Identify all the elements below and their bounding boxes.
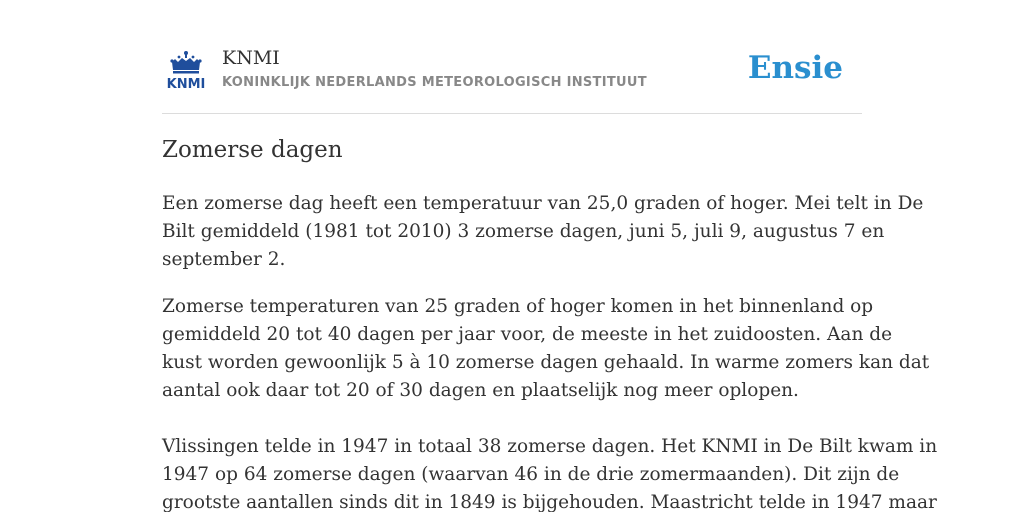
org-name[interactable]: KNMI	[222, 47, 280, 69]
site-header	[162, 40, 862, 114]
paragraph-line: Vlissingen telde in 1947 in totaal 38 zomerse dagen. Het KNMI in De Bilt kwam in	[162, 436, 938, 457]
paragraph-line: Zomerse temperaturen van 25 graden of hoger komen in het binnenland op	[162, 296, 874, 317]
paragraph-line: aantal ook daar tot 20 of 30 dagen en plaatselijk nog meer oplopen.	[162, 380, 799, 401]
paragraph-line: Bilt gemiddeld (1981 tot 2010) 3 zomerse dagen, juni 5, juli 9, augustus 7 en	[162, 221, 885, 242]
paragraph	[162, 293, 930, 405]
paragraph	[162, 433, 938, 512]
org-subtitle: KONINKLIJK NEDERLANDS METEOROLOGISCH INSTITUUT	[222, 75, 647, 90]
paragraph-line: Een zomerse dag heeft een temperatuur van 25,0 graden of hoger. Mei telt in De	[162, 193, 924, 214]
paragraph-line: kust worden gewoonlijk 5 à 10 zomerse dagen gehaald. In warme zomers kan dat	[162, 352, 930, 373]
knmi-logo-icon[interactable]	[163, 50, 209, 90]
brand-link[interactable]: Ensie	[747, 50, 843, 86]
paragraph-line: 1947 op 64 zomerse dagen (waarvan 46 in de drie zomermaanden). Dit zijn de	[162, 464, 900, 485]
logo-text: KNMI	[166, 77, 206, 90]
page-title: Zomerse dagen	[162, 137, 343, 163]
article-body	[162, 190, 938, 512]
paragraph-line: gemiddeld 20 tot 40 dagen per jaar voor, de meeste in het zuidoosten. Aan de	[162, 324, 893, 345]
paragraph	[162, 190, 924, 274]
paragraph-line: september 2.	[162, 249, 286, 270]
paragraph-line: grootste aantallen sinds dit in 1849 is bijgehouden. Maastricht telde in 1947 maar	[162, 492, 937, 512]
